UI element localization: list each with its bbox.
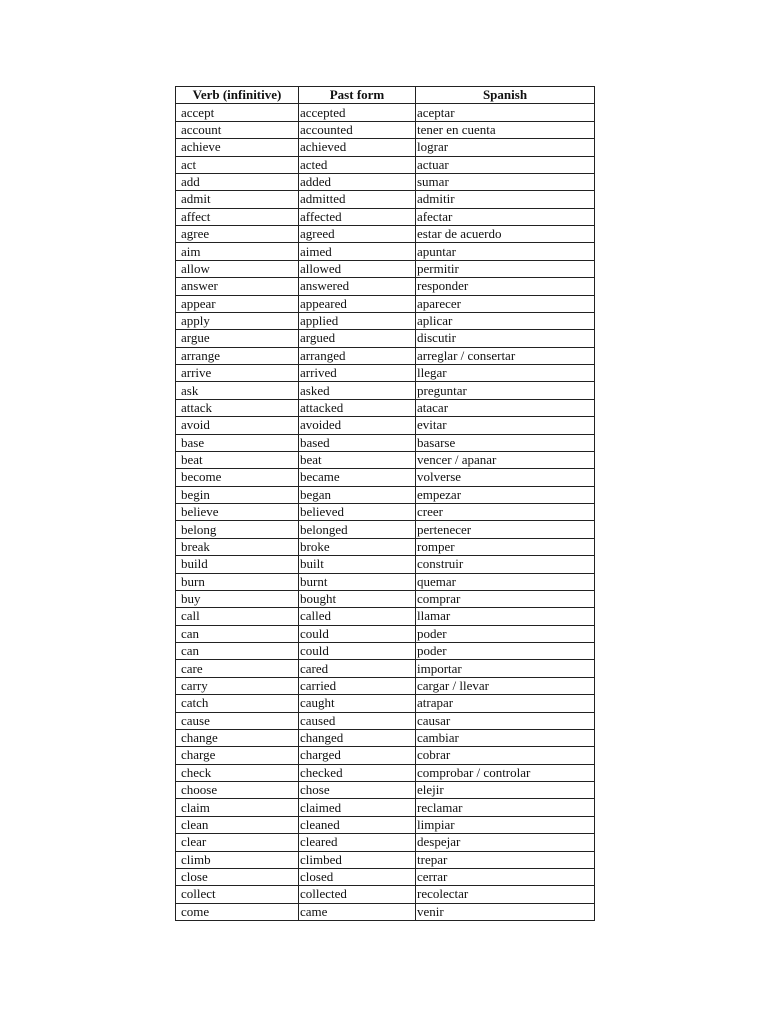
table-row — [176, 382, 595, 399]
verb-infinitive-cell: come — [176, 903, 299, 920]
table-row — [176, 903, 595, 920]
header-past-form: Past form — [299, 87, 416, 104]
table-row — [176, 399, 595, 416]
header-verb-infinitive: Verb (infinitive) — [176, 87, 299, 104]
verb-infinitive-cell: charge — [176, 747, 299, 764]
verb-infinitive-cell: collect — [176, 886, 299, 903]
past-form-cell: believed — [299, 504, 416, 521]
verb-infinitive-cell: change — [176, 729, 299, 746]
spanish-cell: trepar — [416, 851, 595, 868]
verb-infinitive-cell: choose — [176, 782, 299, 799]
past-form-cell: burnt — [299, 573, 416, 590]
past-form-cell: applied — [299, 312, 416, 329]
verb-infinitive-cell: begin — [176, 486, 299, 503]
verb-infinitive-cell: allow — [176, 260, 299, 277]
spanish-cell: poder — [416, 643, 595, 660]
past-form-cell: based — [299, 434, 416, 451]
spanish-cell: atacar — [416, 399, 595, 416]
past-form-cell: built — [299, 556, 416, 573]
table-row — [176, 573, 595, 590]
verb-infinitive-cell: catch — [176, 695, 299, 712]
spanish-cell: romper — [416, 538, 595, 555]
past-form-cell: collected — [299, 886, 416, 903]
past-form-cell: changed — [299, 729, 416, 746]
past-form-cell: could — [299, 625, 416, 642]
table-row — [176, 556, 595, 573]
verb-infinitive-cell: belong — [176, 521, 299, 538]
past-form-cell: caused — [299, 712, 416, 729]
table-row — [176, 330, 595, 347]
table-row — [176, 886, 595, 903]
verb-infinitive-cell: act — [176, 156, 299, 173]
verb-infinitive-cell: account — [176, 121, 299, 138]
past-form-cell: called — [299, 608, 416, 625]
verb-infinitive-cell: affect — [176, 208, 299, 225]
table-row — [176, 799, 595, 816]
verb-infinitive-cell: build — [176, 556, 299, 573]
past-form-cell: argued — [299, 330, 416, 347]
past-form-cell: broke — [299, 538, 416, 555]
spanish-cell: arreglar / consertar — [416, 347, 595, 364]
verb-infinitive-cell: check — [176, 764, 299, 781]
past-form-cell: accepted — [299, 104, 416, 121]
spanish-cell: atrapar — [416, 695, 595, 712]
spanish-cell: empezar — [416, 486, 595, 503]
table-row — [176, 590, 595, 607]
spanish-cell: actuar — [416, 156, 595, 173]
spanish-cell: pertenecer — [416, 521, 595, 538]
past-form-cell: arrived — [299, 365, 416, 382]
verb-infinitive-cell: break — [176, 538, 299, 555]
table-row — [176, 677, 595, 694]
verb-table — [175, 86, 595, 921]
table-row — [176, 434, 595, 451]
spanish-cell: comprobar / controlar — [416, 764, 595, 781]
table-row — [176, 695, 595, 712]
verb-infinitive-cell: base — [176, 434, 299, 451]
past-form-cell: admitted — [299, 191, 416, 208]
past-form-cell: beat — [299, 451, 416, 468]
table-row — [176, 347, 595, 364]
table-row — [176, 538, 595, 555]
spanish-cell: estar de acuerdo — [416, 226, 595, 243]
past-form-cell: chose — [299, 782, 416, 799]
table-row — [176, 278, 595, 295]
verb-infinitive-cell: climb — [176, 851, 299, 868]
spanish-cell: permitir — [416, 260, 595, 277]
verb-infinitive-cell: claim — [176, 799, 299, 816]
table-row — [176, 226, 595, 243]
spanish-cell: cobrar — [416, 747, 595, 764]
verb-infinitive-cell: burn — [176, 573, 299, 590]
table-row — [176, 417, 595, 434]
header-spanish: Spanish — [416, 87, 595, 104]
past-form-cell: aimed — [299, 243, 416, 260]
spanish-cell: discutir — [416, 330, 595, 347]
table-row — [176, 764, 595, 781]
past-form-cell: closed — [299, 868, 416, 885]
spanish-cell: evitar — [416, 417, 595, 434]
spanish-cell: afectar — [416, 208, 595, 225]
past-form-cell: could — [299, 643, 416, 660]
verb-infinitive-cell: cause — [176, 712, 299, 729]
table-row — [176, 451, 595, 468]
verb-table-body — [176, 104, 595, 921]
verb-infinitive-cell: aim — [176, 243, 299, 260]
table-row — [176, 312, 595, 329]
verb-infinitive-cell: argue — [176, 330, 299, 347]
spanish-cell: llegar — [416, 365, 595, 382]
spanish-cell: cambiar — [416, 729, 595, 746]
spanish-cell: reclamar — [416, 799, 595, 816]
spanish-cell: venir — [416, 903, 595, 920]
verb-infinitive-cell: buy — [176, 590, 299, 607]
verb-infinitive-cell: arrive — [176, 365, 299, 382]
verb-infinitive-cell: ask — [176, 382, 299, 399]
past-form-cell: agreed — [299, 226, 416, 243]
verb-infinitive-cell: admit — [176, 191, 299, 208]
spanish-cell: basarse — [416, 434, 595, 451]
spanish-cell: aparecer — [416, 295, 595, 312]
table-row — [176, 121, 595, 138]
verb-infinitive-cell: avoid — [176, 417, 299, 434]
past-form-cell: allowed — [299, 260, 416, 277]
table-row — [176, 104, 595, 121]
past-form-cell: caught — [299, 695, 416, 712]
verb-infinitive-cell: add — [176, 173, 299, 190]
past-form-cell: came — [299, 903, 416, 920]
table-row — [176, 625, 595, 642]
table-row — [176, 139, 595, 156]
table-row — [176, 173, 595, 190]
verb-infinitive-cell: apply — [176, 312, 299, 329]
past-form-cell: began — [299, 486, 416, 503]
verb-infinitive-cell: agree — [176, 226, 299, 243]
verb-infinitive-cell: believe — [176, 504, 299, 521]
table-row — [176, 469, 595, 486]
past-form-cell: arranged — [299, 347, 416, 364]
spanish-cell: poder — [416, 625, 595, 642]
spanish-cell: limpiar — [416, 816, 595, 833]
table-row — [176, 521, 595, 538]
table-row — [176, 834, 595, 851]
spanish-cell: importar — [416, 660, 595, 677]
past-form-cell: appeared — [299, 295, 416, 312]
spanish-cell: comprar — [416, 590, 595, 607]
spanish-cell: tener en cuenta — [416, 121, 595, 138]
spanish-cell: despejar — [416, 834, 595, 851]
table-row — [176, 608, 595, 625]
spanish-cell: admitir — [416, 191, 595, 208]
past-form-cell: achieved — [299, 139, 416, 156]
spanish-cell: aceptar — [416, 104, 595, 121]
past-form-cell: avoided — [299, 417, 416, 434]
spanish-cell: recolectar — [416, 886, 595, 903]
table-row — [176, 365, 595, 382]
header-row — [176, 87, 595, 104]
table-row — [176, 851, 595, 868]
past-form-cell: belonged — [299, 521, 416, 538]
verb-infinitive-cell: can — [176, 643, 299, 660]
verb-infinitive-cell: can — [176, 625, 299, 642]
table-row — [176, 868, 595, 885]
spanish-cell: sumar — [416, 173, 595, 190]
spanish-cell: lograr — [416, 139, 595, 156]
past-form-cell: answered — [299, 278, 416, 295]
spanish-cell: apuntar — [416, 243, 595, 260]
spanish-cell: construir — [416, 556, 595, 573]
past-form-cell: cleared — [299, 834, 416, 851]
past-form-cell: attacked — [299, 399, 416, 416]
table-row — [176, 156, 595, 173]
verb-infinitive-cell: call — [176, 608, 299, 625]
verb-infinitive-cell: arrange — [176, 347, 299, 364]
table-row — [176, 243, 595, 260]
table-row — [176, 660, 595, 677]
verb-infinitive-cell: beat — [176, 451, 299, 468]
spanish-cell: responder — [416, 278, 595, 295]
verb-infinitive-cell: clean — [176, 816, 299, 833]
past-form-cell: charged — [299, 747, 416, 764]
past-form-cell: accounted — [299, 121, 416, 138]
spanish-cell: llamar — [416, 608, 595, 625]
spanish-cell: elejir — [416, 782, 595, 799]
table-row — [176, 643, 595, 660]
past-form-cell: claimed — [299, 799, 416, 816]
verb-table-header — [176, 87, 595, 104]
table-row — [176, 191, 595, 208]
table-row — [176, 504, 595, 521]
verb-infinitive-cell: close — [176, 868, 299, 885]
spanish-cell: cerrar — [416, 868, 595, 885]
verb-infinitive-cell: appear — [176, 295, 299, 312]
past-form-cell: became — [299, 469, 416, 486]
table-row — [176, 260, 595, 277]
table-row — [176, 729, 595, 746]
verb-infinitive-cell: carry — [176, 677, 299, 694]
spanish-cell: preguntar — [416, 382, 595, 399]
table-row — [176, 295, 595, 312]
spanish-cell: vencer / apanar — [416, 451, 595, 468]
verb-infinitive-cell: attack — [176, 399, 299, 416]
verb-infinitive-cell: clear — [176, 834, 299, 851]
spanish-cell: creer — [416, 504, 595, 521]
past-form-cell: asked — [299, 382, 416, 399]
verb-infinitive-cell: care — [176, 660, 299, 677]
past-form-cell: affected — [299, 208, 416, 225]
verb-infinitive-cell: answer — [176, 278, 299, 295]
past-form-cell: cared — [299, 660, 416, 677]
table-row — [176, 208, 595, 225]
table-row — [176, 816, 595, 833]
verb-infinitive-cell: achieve — [176, 139, 299, 156]
spanish-cell: quemar — [416, 573, 595, 590]
table-row — [176, 712, 595, 729]
past-form-cell: cleaned — [299, 816, 416, 833]
spanish-cell: volverse — [416, 469, 595, 486]
spanish-cell: causar — [416, 712, 595, 729]
past-form-cell: checked — [299, 764, 416, 781]
past-form-cell: climbed — [299, 851, 416, 868]
past-form-cell: added — [299, 173, 416, 190]
table-row — [176, 747, 595, 764]
table-row — [176, 782, 595, 799]
past-form-cell: acted — [299, 156, 416, 173]
spanish-cell: aplicar — [416, 312, 595, 329]
verb-infinitive-cell: accept — [176, 104, 299, 121]
past-form-cell: carried — [299, 677, 416, 694]
spanish-cell: cargar / llevar — [416, 677, 595, 694]
past-form-cell: bought — [299, 590, 416, 607]
table-row — [176, 486, 595, 503]
verb-infinitive-cell: become — [176, 469, 299, 486]
